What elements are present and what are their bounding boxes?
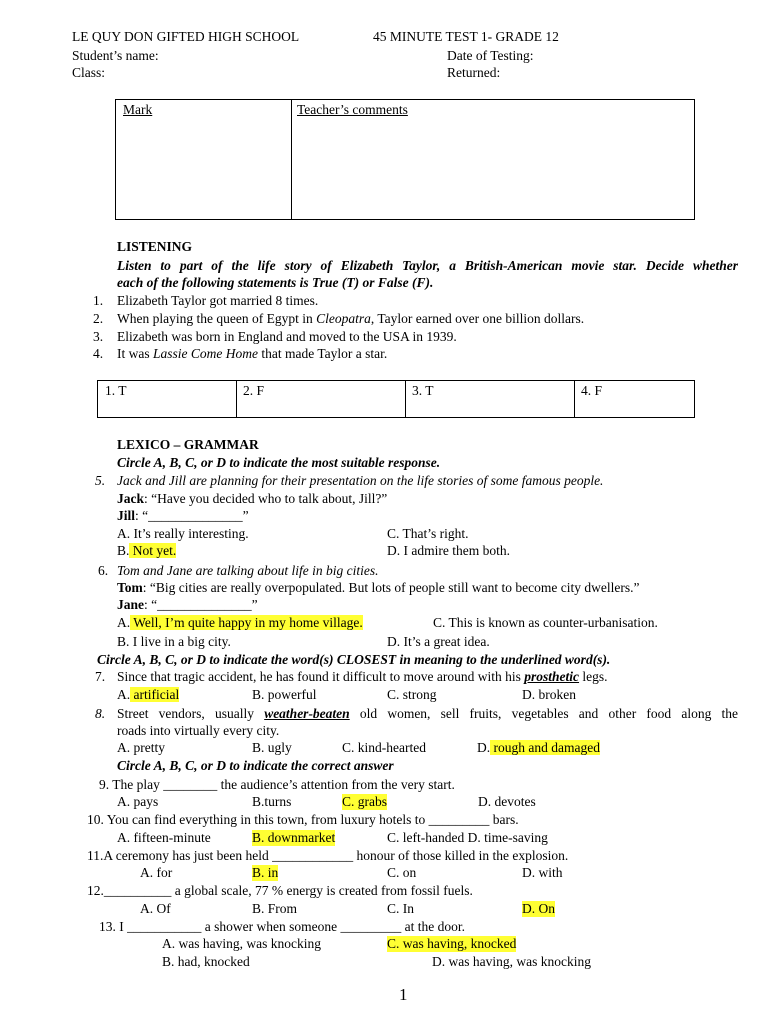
q8-option-c: C. kind-hearted xyxy=(342,740,426,755)
q9-option-d: D. devotes xyxy=(478,794,536,809)
q11-stem: 11.A ceremony has just been held ____________ honour of those killed in the explosion. xyxy=(87,848,569,863)
q7-option-a: A. artificial xyxy=(117,687,180,702)
q8-number: 8. xyxy=(95,706,106,721)
q13-option-a: A. was having, was knocking xyxy=(162,936,321,951)
answer-cell-2: 2. F xyxy=(243,383,265,398)
q5-number: 5. xyxy=(95,473,106,488)
mark-box xyxy=(115,99,695,220)
date-of-testing-label: Date of Testing: xyxy=(447,48,534,63)
lexico-heading: LEXICO – GRAMMAR xyxy=(117,437,259,452)
q6-number: 6. xyxy=(98,563,109,578)
teacher-comments-label: Teacher’s comments xyxy=(297,102,408,117)
lexico-instruction-3: Circle A, B, C, or D to indicate the correct answer xyxy=(117,758,394,773)
mark-label: Mark xyxy=(123,102,153,117)
q12-option-b: B. From xyxy=(252,901,298,916)
q9-option-b: B.turns xyxy=(252,794,292,809)
q13-stem: 13. I ___________ a shower when someone _________ at the door. xyxy=(99,919,465,934)
q9-stem: 9. The play ________ the audience’s attention from the very start. xyxy=(99,777,455,792)
q5-context: Jack and Jill are planning for their presentation on the life stories of some famous people. xyxy=(117,473,604,488)
q7-number: 7. xyxy=(95,669,106,684)
listening-item-3-number: 3. xyxy=(93,329,104,344)
lexico-instruction-1: Circle A, B, C, or D to indicate the most suitable response. xyxy=(117,455,441,470)
listening-item-1-number: 1. xyxy=(93,293,104,308)
answer-divider-2 xyxy=(405,381,406,417)
q11-option-a: A. for xyxy=(140,865,173,880)
mark-box-divider xyxy=(291,100,292,219)
q11-option-c: C. on xyxy=(387,865,417,880)
answer-divider-3 xyxy=(574,381,575,417)
q6-context: Tom and Jane are talking about life in big cities. xyxy=(117,563,379,578)
q10-option-a: A. fifteen-minute xyxy=(117,830,211,845)
q11-option-d: D. with xyxy=(522,865,563,880)
listening-item-1: Elizabeth Taylor got married 8 times. xyxy=(117,293,319,308)
lexico-instruction-2: Circle A, B, C, or D to indicate the word(s) CLOSEST in meaning to the underlined word(s). xyxy=(97,652,611,667)
q7-option-d: D. broken xyxy=(522,687,576,702)
q13-option-c: C. was having, knocked xyxy=(387,936,517,951)
q11-option-b: B. in xyxy=(252,865,279,880)
listening-instruction-line2: each of the following statements is True (T) or False (F). xyxy=(117,275,434,290)
q7-option-c: C. strong xyxy=(387,687,437,702)
q13-option-d: D. was having, was knocking xyxy=(432,954,591,969)
listening-item-2: When playing the queen of Egypt in Cleopatra, Taylor earned over one billion dollars. xyxy=(117,311,585,326)
q5-option-a: A. It’s really interesting. xyxy=(117,526,249,541)
q9-option-a: A. pays xyxy=(117,794,159,809)
test-title: 45 MINUTE TEST 1- GRADE 12 xyxy=(373,29,559,44)
q8-stem-line2: roads into virtually every city. xyxy=(117,723,280,738)
student-name-label: Student’s name: xyxy=(72,48,159,63)
class-label: Class: xyxy=(72,65,106,80)
listening-item-4: It was Lassie Come Home that made Taylor a star. xyxy=(117,346,388,361)
q6-option-b: B. I live in a big city. xyxy=(117,634,231,649)
q5-option-d: D. I admire them both. xyxy=(387,543,510,558)
q8-option-a: A. pretty xyxy=(117,740,165,755)
q10-stem: 10. You can find everything in this town, from luxury hotels to _________ bars. xyxy=(87,812,519,827)
q5-option-c: C. That’s right. xyxy=(387,526,469,541)
page-number: 1 xyxy=(399,985,408,1004)
q5-jack-line: Jack: “Have you decided who to talk about, Jill?” xyxy=(117,491,388,506)
q10-option-c-d: C. left-handed D. time-saving xyxy=(387,830,548,845)
q6-jane-line: Jane: “______________” xyxy=(117,597,258,612)
school-name: LE QUY DON GIFTED HIGH SCHOOL xyxy=(72,29,300,44)
answer-cell-1: 1. T xyxy=(105,383,127,398)
listening-item-3: Elizabeth was born in England and moved to the USA in 1939. xyxy=(117,329,457,344)
q12-stem: 12.__________ a global scale, 77 % energy is created from fossil fuels. xyxy=(87,883,473,898)
q10-option-b: B. downmarket xyxy=(252,830,336,845)
answer-cell-4: 4. F xyxy=(581,383,603,398)
q7-option-b: B. powerful xyxy=(252,687,317,702)
q13-option-b: B. had, knocked xyxy=(162,954,250,969)
q12-option-d: D. On xyxy=(522,901,555,916)
answer-divider-1 xyxy=(236,381,237,417)
listening-instruction-line1: Listen to part of the life story of Elizabeth Taylor, a British-American movie star. Decide whether xyxy=(117,258,738,273)
q9-option-c: C. grabs xyxy=(342,794,387,809)
q6-option-c: C. This is known as counter-urbanisation. xyxy=(433,615,658,630)
q8-option-d: D. rough and damaged xyxy=(477,740,600,755)
listening-item-2-number: 2. xyxy=(93,311,104,326)
answer-cell-3: 3. T xyxy=(412,383,434,398)
q12-option-c: C. In xyxy=(387,901,414,916)
q6-tom-line: Tom: “Big cities are really overpopulated. But lots of people still want to become city dwellers.” xyxy=(117,580,640,595)
listening-answer-table xyxy=(97,380,695,418)
listening-heading: LISTENING xyxy=(117,239,193,254)
listening-item-4-number: 4. xyxy=(93,346,104,361)
q6-option-d: D. It’s a great idea. xyxy=(387,634,490,649)
returned-label: Returned: xyxy=(447,65,501,80)
q8-stem-line1: Street vendors, usually weather-beaten old women, sell fruits, vegetables and other food along the xyxy=(117,706,739,721)
q7-stem: Since that tragic accident, he has found it difficult to move around with his prosthetic legs. xyxy=(117,669,608,684)
q8-option-b: B. ugly xyxy=(252,740,292,755)
q5-jill-line: Jill: “______________” xyxy=(117,508,249,523)
q6-option-a: A. Well, I’m quite happy in my home village. xyxy=(117,615,363,630)
q12-option-a: A. Of xyxy=(140,901,171,916)
q5-option-b: B. Not yet. xyxy=(117,543,177,558)
